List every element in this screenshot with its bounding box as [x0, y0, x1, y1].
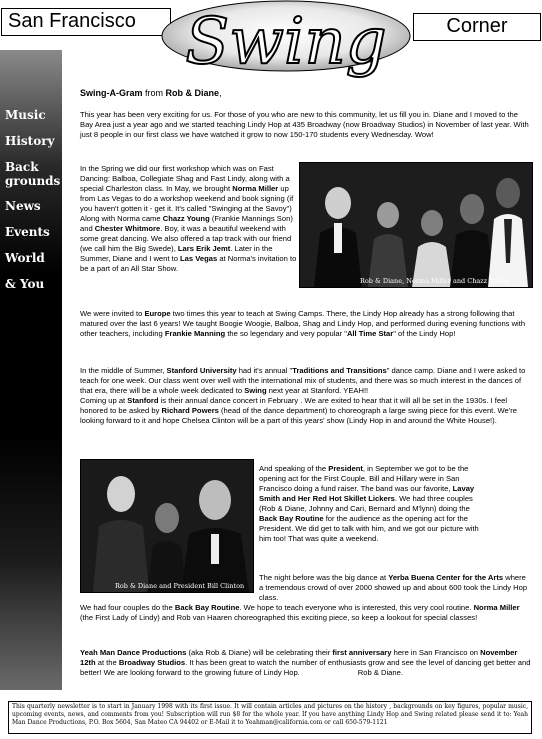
header-right-title: Corner [446, 15, 508, 37]
spring-paragraph: In the Spring we did our first workshop which was on Fast Dancing: Balboa, Collegiate Shag and Fast Lindy, along with a special Charleston class. In May, we brought Norma Miller up from Las Vegas to do a workshop weekend and book signing (if you haven't gotten it - get it. It's called "Swinging at the Savoy") Along with Norma came Chazz Young (Frankie Mannings Son) and Chester Whitmore. Boy, it was a beautiful weekend with some great dancing. We also offered a tap track with our friend (we call him the Big Swede), Lars Erik Jemt. Later in the Summer, Diane and I went to Las Vegas at Norma's invitation to be a part of an All Star Show. [80, 164, 297, 273]
header-left-title-box [1, 8, 171, 36]
sidebar-item-events[interactable]: Events [5, 225, 50, 239]
sidebar-item-history[interactable]: History [5, 134, 55, 148]
sidebar-item-back[interactable]: Back [5, 160, 39, 174]
stanford-paragraph: In the middle of Summer, Stanford University had it's annual "Traditions and Transitions" dance camp. Diane and I were asked to teach for one week. Our class went over well with the international mix of students, and there was so much interest in the dances of that era, there will be a whole week dedicated to Swing next year at Stanford. YEAH!! Coming up at Stanford is their annual dance concert in February . We are exited to hear that it will all be set in the 1930s. I feel honored to be asked by Richard Powers (head of the dance department) to choreograph a large swing piece for this event. We're looking forward to it and hope Chelsea Clinton will be a part of this years' show (Lindy Hop in and around the White House!). [80, 366, 526, 425]
intro-paragraph: This year has been very exciting for us. For those of you who are new to this community, let us fill you in. Diane and I moved to the Bay Area just a year ago and we started teaching Lindy Hop at 435 Broadway (now Broadway Studios) in November of last year. With just 8 people in our first class we have watched it grow to now 150-170 students every Wednesday. Wow! [80, 110, 529, 139]
header-left-title: San Francisco [8, 10, 136, 32]
salutation-from: from [145, 88, 164, 98]
photo2-caption: Rob & Diane and President Bill Clinton [115, 582, 245, 590]
europe-paragraph: We were invited to Europe two times this year to teach at Swing Camps. There, the Lindy Hop already has a strong following that matured over the last 6 years! We taught Boogie Woogie, Balboa, Shag and Lindy Hop, and performed during evening functions with other teachers, including Frankie Manning the so legendary and very popular "All Time Star" of the Lindy Hop! [80, 309, 526, 338]
swing-logo [158, 0, 414, 78]
sidebar-item-music[interactable]: Music [5, 108, 46, 122]
yeahman-paragraph: Yeah Man Dance Productions (aka Rob & Diane) will be celebrating their first anniversary here in San Francisco on November 12th at the Broadway Studios. It has been great to watch the number of enthusiasts grow and see the level of dancing get better and better! We are looking forward to the growing future of Lindy Hop. Rob & Diane. [80, 648, 531, 677]
salutation [80, 88, 222, 99]
footer-text: This quarterly newsletter is to start in January 1998 with its first issue. It will contain articles and pictures on the history , backgrounds on key figures, popular music, upcoming events, news, and comments from you! Subscription will run $8 for the whole year. If you have anything Lindy Hop and Swing related please send it to: Yeah Man Dance Productions, P.O. Box 5604, San Mateo CA 94402 or E-Mail it to Yeahman@california.com or call 650-579-1121 [12, 703, 528, 726]
footer-box [8, 701, 532, 734]
sidebar-item-world[interactable]: World [5, 251, 45, 265]
salutation-comma: , [219, 88, 222, 98]
sidebar-item-grounds[interactable]: grounds [5, 174, 61, 188]
salutation-title: Swing-A-Gram [80, 88, 143, 98]
sidebar [0, 50, 62, 690]
yerba-paragraph: The night before was the big dance at Yerba Buena Center for the Arts where a tremendous crowd of over 2000 showed up and about 600 took the Lindy Hop class. We had four couples do the Back Bay Routine. We hope to teach everyone who is interested, this very cool routine. Norma Miller (the First Lady of Lindy) and Rob van Haaren choreographed this exciting piece, so keep a lookout for special classes! [80, 573, 528, 622]
sidebar-item-news[interactable]: News [5, 199, 41, 213]
signature: Rob & Diane. [357, 668, 403, 677]
salutation-names: Rob & Diane [165, 88, 220, 98]
photo1-caption: Rob & Diane, Norma Miller and Chazz Young [360, 277, 510, 285]
president-paragraph: And speaking of the President, in September we got to be the opening act for the First Couple. Bill and Hillary were in San Francisco doing a fund raiser. The band was our favorite, Lavay Smith and Her Red Hot Skillet Lickers. We had three couples (Rob & Diane, Johnny and Cari, Bernard and M'lynn) doing the Back Bay Routine for the audience as the opening act for the President. We did get to talk with him, and we got our picture with him too! That was quite a weekend. [259, 464, 479, 543]
logo-text: Swing [185, 5, 387, 78]
header-right-title-box [413, 13, 541, 41]
sidebar-item-and-you[interactable]: & You [5, 277, 45, 291]
photo-rob-diane-norma-chazz [299, 162, 533, 288]
photo1-image [300, 163, 532, 287]
